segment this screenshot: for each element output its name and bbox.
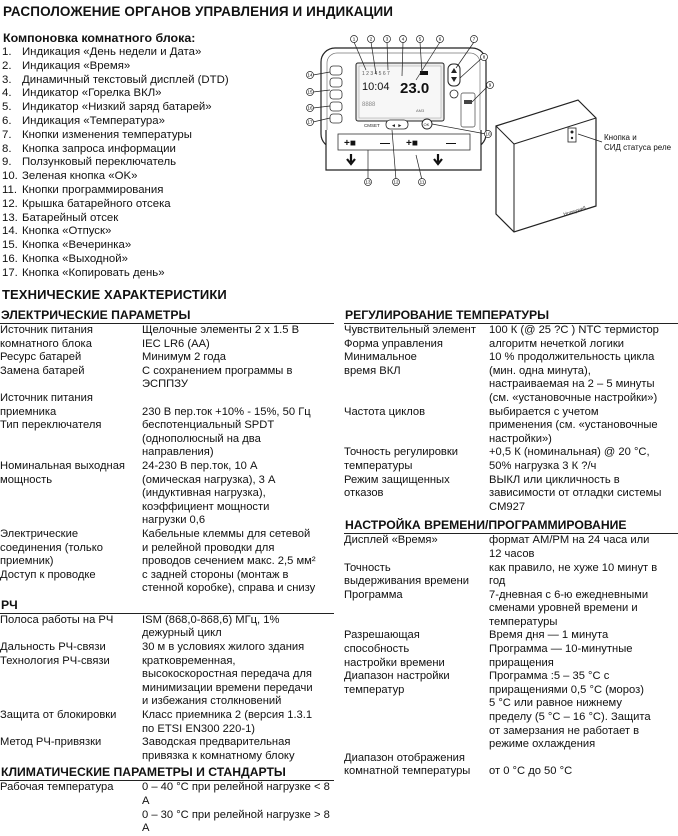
legend-item: [2, 198, 302, 212]
legend-item: [2, 101, 302, 115]
legend-text: Кнопка «Вечеринка»: [22, 239, 132, 252]
legend-number: 3.: [2, 73, 12, 86]
legend-item: [2, 74, 302, 88]
spec-label: Диапазон отображения комнатной температуры: [344, 751, 471, 778]
svg-text:13: 13: [365, 179, 371, 185]
climate-table: [0, 781, 334, 835]
spec-label: Программа: [344, 588, 403, 601]
legend-text: Ползунковый переключатель: [22, 156, 177, 169]
spec-row: [344, 446, 678, 473]
spec-value: как правило, не хуже 10 минут в год: [489, 561, 658, 588]
callout-8: [481, 54, 488, 61]
callout-12: [393, 179, 400, 186]
legend-number: 12.: [2, 197, 18, 210]
spec-row: [0, 528, 334, 569]
callout-14: [307, 72, 314, 79]
svg-text:15: 15: [307, 89, 313, 95]
svg-text:3: 3: [385, 36, 389, 42]
callout-11: [419, 179, 426, 186]
right-column: [344, 308, 678, 779]
legend-text: Индикация «Температура»: [22, 114, 165, 127]
legend-list: [2, 46, 302, 281]
legend-number: 4.: [2, 87, 12, 100]
legend-item: [2, 253, 302, 267]
legend-number: 15.: [2, 239, 18, 252]
climate-title: КЛИМАТИЧЕСКИЕ ПАРАМЕТРЫ И СТАНДАРТЫ: [1, 765, 286, 780]
receiver-unit: [496, 100, 602, 232]
electric-title: ЭЛЕКТРИЧЕСКИЕ ПАРАМЕТРЫ: [1, 308, 191, 322]
lcd-sub: AM3: [416, 108, 425, 113]
spec-value: Минимум 2 года: [142, 351, 226, 364]
spec-label: Частота циклов: [344, 405, 426, 418]
spec-label: Чувствительный элемент: [344, 324, 476, 336]
spec-value: Щелочные элементы 2 х 1.5 В IEC LR6 (AA): [142, 324, 300, 350]
callout-4: [400, 36, 407, 43]
spec-label: Дисплей «Время»: [344, 534, 438, 547]
spec-label: Замена батарей: [0, 364, 85, 377]
legend-item: [2, 115, 302, 129]
spec-label: Ресурс батарей: [0, 351, 82, 364]
legend-item: [2, 184, 302, 198]
spec-row: [0, 419, 334, 460]
spec-label: Тип переключателя: [0, 419, 102, 432]
legend-text: Батарейный отсек: [22, 211, 119, 224]
spec-value: с задней стороны (монтаж в стенной коробке), справа и снизу: [142, 568, 316, 595]
spec-value: алгоритм нечеткой логики: [489, 337, 624, 350]
spec-value: 10 % продолжительность цикла (мин. одна минута), настраиваемая на 2 – 5 минуты (см. «установочные настройки»): [489, 351, 658, 404]
spec-label: Метод РЧ-привязки: [0, 736, 102, 749]
cmset-label: CMSET: [364, 123, 380, 128]
legend-item: [2, 46, 302, 60]
spec-label: Дальность РЧ-связи: [0, 641, 106, 654]
spec-row: [0, 351, 334, 365]
spec-label: Разрешающая способность настройки времени: [344, 629, 445, 669]
legend-item: [2, 60, 302, 74]
spec-row: [0, 392, 334, 419]
legend-item: [2, 129, 302, 143]
electric-table: [0, 324, 334, 596]
svg-text:9: 9: [488, 82, 492, 88]
spec-value: Время дня — 1 минута Программа — 10-минутные приращения: [489, 629, 633, 669]
spec-label: Источник питания приемника: [0, 391, 93, 418]
legend-text: Кнопки программирования: [22, 183, 164, 196]
spec-row: [344, 752, 678, 779]
spec-value: Класс приемника 2 (версия 1.3.1 по ETSI EN300 220-1): [142, 709, 313, 735]
legend-text: Зеленая кнопка «OK»: [22, 170, 138, 183]
time-title: НАСТРОЙКА ВРЕМЕНИ/ПРОГРАММИРОВАНИЕ: [345, 518, 627, 533]
spec-value: выбирается с учетом применения (см. «установочные настройки»): [489, 405, 658, 445]
svg-text:10: 10: [485, 131, 491, 137]
legend-number: 2.: [2, 59, 12, 72]
lcd-temp: 23.0: [400, 80, 430, 97]
legend-number: 6.: [2, 114, 12, 127]
svg-text:1: 1: [352, 36, 356, 42]
spec-label: Диапазон настройки температур: [344, 670, 450, 696]
svg-text:7: 7: [472, 36, 476, 42]
ok-label: OK: [423, 122, 430, 127]
rf-table: [0, 614, 334, 764]
callout-9: [487, 82, 494, 89]
spec-label: Полоса работы на РЧ: [0, 613, 114, 626]
spec-row: [344, 474, 678, 515]
reg-table: [344, 324, 678, 514]
spec-value: +0,5 К (номинальная) @ 20 °C, 50% нагрузка 3 К ?/ч: [489, 446, 650, 472]
callout-10: [485, 131, 492, 138]
spec-row: [0, 655, 334, 709]
rf-title: РЧ: [1, 597, 18, 612]
legend-text: Кнопка «Выходной»: [22, 252, 128, 265]
legend-number: 16.: [2, 252, 18, 265]
legend-text: Индикация «Время»: [22, 59, 131, 72]
spec-label: Номинальная выходная мощность: [0, 459, 125, 486]
legend-item: [2, 239, 302, 253]
spec-row: [0, 614, 334, 641]
callout-3: [384, 36, 391, 43]
callout-2: [368, 36, 375, 43]
svg-text:—: —: [380, 138, 390, 149]
svg-text:2: 2: [369, 36, 373, 42]
time-table: [344, 534, 678, 779]
spec-value: 0 – 40 °C при релейной нагрузке < 8 А 0 – 30 °C при релейной нагрузке > 8 А: [142, 781, 330, 835]
legend-text: Кнопки изменения температуры: [22, 128, 192, 141]
spec-row: [0, 781, 334, 835]
svg-text:12: 12: [393, 179, 399, 185]
legend-number: 5.: [2, 101, 12, 114]
legend-text: Кнопка «Копировать день»: [22, 266, 165, 279]
callout-5: [417, 36, 424, 43]
legend-item: [2, 170, 302, 184]
svg-text:+■: +■: [406, 138, 418, 149]
spec-value: 24-230 В пер.ток, 10 А (омическая нагрузка), 3 А (индуктивная нагрузка), коэффициент мощности нагрузки 0,6: [142, 459, 276, 527]
legend-item: [2, 143, 302, 157]
svg-text:16: 16: [307, 105, 313, 111]
legend-text: Индикатор «Горелка ВКЛ»: [22, 87, 162, 100]
legend-number: 7.: [2, 128, 12, 141]
legend-item: [2, 212, 302, 226]
spec-label: Защита от блокировки: [0, 709, 117, 722]
spec-label: Технология РЧ-связи: [0, 654, 110, 667]
spec-value: кратковременная, высокоскоростная передача для минимизации времени передачи и избежания столкновений: [142, 654, 313, 708]
reg-title: РЕГУЛИРОВАНИЕ ТЕМПЕРАТУРЫ: [345, 308, 550, 322]
spec-row: [0, 641, 334, 655]
legend-number: 17.: [2, 266, 18, 279]
svg-text:11: 11: [419, 179, 425, 185]
spec-label: Источник питания комнатного блока: [0, 324, 93, 350]
callout-13: [365, 179, 372, 186]
legend-item: [2, 156, 302, 170]
svg-text:5: 5: [418, 36, 422, 42]
spec-value: беспотенциальный SPDT (однополюсный на два направления): [142, 419, 275, 459]
spec-value: Заводская предварительная привязка к комнатному блоку: [142, 736, 295, 762]
spec-value: 30 м в условиях жилого здания: [142, 641, 305, 654]
spec-label: Доступ к проводке: [0, 568, 96, 581]
spec-row: [344, 351, 678, 405]
legend-item: [2, 87, 302, 101]
spec-row: [344, 406, 678, 447]
spec-value: 100 К (@ 25 ?C ) NTC термистор: [489, 324, 659, 336]
callout-7: [471, 36, 478, 43]
svg-text:4: 4: [401, 36, 405, 42]
callout-15: [307, 89, 314, 96]
device-figure: [296, 30, 678, 290]
legend-text: Индикатор «Низкий заряд батарей»: [22, 101, 212, 114]
spec-label: Минимальное время ВКЛ: [344, 351, 417, 377]
spec-label: Точность регулировки температуры: [344, 446, 458, 472]
spec-label: Рабочая температура: [0, 781, 114, 794]
svg-text:+■: +■: [344, 138, 356, 149]
spec-label: Электрические соединения (только приемник): [0, 527, 103, 568]
legend-number: 8.: [2, 142, 12, 155]
svg-text:17: 17: [307, 119, 313, 125]
spec-row: [0, 709, 334, 736]
legend-number: 10.: [2, 170, 18, 183]
spec-value: 7-дневная с 6-ю ежедневными сменами уровней времени и температуры: [489, 588, 649, 628]
battery-compartment: [326, 130, 481, 170]
spec-row: [344, 338, 678, 352]
callout-16: [307, 105, 314, 112]
legend-item: [2, 225, 302, 239]
spec-row: [344, 562, 678, 589]
legend-title: Компоновка комнатного блока:: [3, 31, 196, 45]
spec-label: Точность выдерживания времени: [344, 561, 470, 588]
receiver-callout-line2: СИД статуса реле: [604, 143, 672, 152]
spec-value: 230 В пер.ток +10% - 15%, 50 Гц: [142, 405, 311, 418]
spec-row: [344, 670, 678, 752]
legend-text: Кнопка запроса информации: [22, 142, 176, 155]
spec-value: Кабельные клеммы для сетевой и релейной проводки для проводов сечением макс. 2,5 мм²: [142, 527, 316, 568]
callout-17: [307, 119, 314, 126]
spec-row: [0, 736, 334, 763]
svg-text:6: 6: [438, 36, 442, 42]
svg-text:1 2 3 4 5 6 7: 1 2 3 4 5 6 7: [362, 71, 390, 77]
svg-text:—: —: [446, 138, 456, 149]
spec-label: Форма управления: [344, 337, 443, 350]
legend-number: 9.: [2, 156, 12, 169]
left-column: [0, 308, 334, 836]
legend-item: [2, 267, 302, 281]
svg-text:8: 8: [482, 54, 486, 60]
spec-row: [344, 324, 678, 338]
spec-label: Режим защищенных отказов: [344, 473, 450, 500]
spec-row: [0, 569, 334, 596]
legend-text: Крышка батарейного отсека: [22, 197, 171, 210]
spec-row: [344, 629, 678, 670]
legend-number: 1.: [2, 46, 12, 58]
spec-row: [344, 534, 678, 561]
callout-6: [437, 36, 444, 43]
tech-title: ТЕХНИЧЕСКИЕ ХАРАКТЕРИСТИКИ: [2, 287, 227, 302]
legend-number: 14.: [2, 225, 18, 238]
spec-value: С сохранением программы в ЭСППЗУ: [142, 364, 293, 391]
page-title: РАСПОЛОЖЕНИЕ ОРГАНОВ УПРАВЛЕНИЯ И ИНДИКАЦИИ: [3, 4, 394, 19]
spec-row: [0, 460, 334, 528]
lcd-time: 10:04: [362, 81, 390, 93]
legend-text: Динамичный текстовый дисплей (DTD): [22, 73, 229, 86]
spec-value: формат AM/PM на 24 часа или 12 часов: [489, 534, 650, 560]
spec-row: [344, 589, 678, 630]
legend-number: 11.: [2, 183, 17, 196]
receiver-brand: Honeywell: [562, 205, 587, 218]
legend-text: Индикация «День недели и Дата»: [22, 46, 202, 58]
spec-row: [0, 324, 334, 351]
svg-text:14: 14: [307, 72, 313, 78]
spec-value: Программа :5 – 35 °C с приращениями 0,5 °C (мороз) 5 °C или равное нижнему пределу (5 °C – 16 °C). Защита от замерзания не работает в режиме охлаждения: [489, 670, 651, 751]
svg-text:◄ ►: ◄ ►: [391, 123, 403, 129]
legend-number: 13.: [2, 211, 18, 224]
spec-row: [0, 365, 334, 392]
callout-1: [351, 36, 358, 43]
spec-value: от 0 °C до 50 °C: [489, 765, 573, 778]
legend-text: Кнопка «Отпуск»: [22, 225, 112, 238]
receiver-callout-line1: Кнопка и: [604, 133, 637, 142]
spec-value: ISM (868,0-868,6) МГц, 1% дежурный цикл: [142, 613, 280, 640]
spec-value: ВЫКЛ или цикличность в зависимости от отладки системы CM927: [489, 473, 662, 513]
svg-text:8888: 8888: [362, 102, 376, 108]
